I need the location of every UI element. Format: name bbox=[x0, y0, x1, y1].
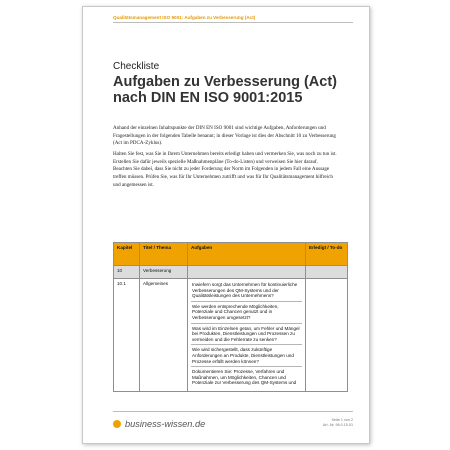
task-item: Was wird im Einzelnen getan, um Fehler und Mängel bei Produkten, Dienstleistungen und Prozessen zu vermeiden und die Fehlerrate zu senken? bbox=[191, 325, 302, 346]
section-row bbox=[114, 266, 348, 279]
footer-divider bbox=[113, 411, 353, 412]
table-header-row bbox=[114, 243, 348, 266]
section-titel: Verbesserung bbox=[140, 266, 188, 279]
row-aufgaben bbox=[188, 279, 306, 392]
section-erledigt bbox=[306, 266, 348, 279]
row-kapitel: 10.1 bbox=[114, 279, 140, 392]
brand-name: business-wissen.de bbox=[125, 419, 206, 429]
header-aufgaben: Aufgaben bbox=[188, 243, 306, 266]
logo-dot-icon bbox=[113, 420, 121, 428]
table-row bbox=[114, 279, 348, 392]
task-item: Wie wird sichergestellt, dass zukünftige Anforderungen an Produkte, Dienstleistungen und Prozesse erfüllt werden können? bbox=[191, 346, 302, 367]
row-erledigt[interactable] bbox=[306, 279, 348, 392]
brand-logo bbox=[113, 419, 205, 429]
intro-text bbox=[113, 125, 337, 193]
footer-meta bbox=[323, 418, 353, 428]
task-item: Inwiefern sorgt das Unternehmen für kontinuierliche Verbesserungen des QM-Systems und der Qualitätsleistungen des Unternehmens? bbox=[191, 281, 302, 302]
article-number: Art.-Nr. 96.0.15.51 bbox=[322, 423, 353, 427]
header-erledigt: Erledigt / To-do bbox=[306, 243, 348, 266]
document-title bbox=[113, 74, 353, 106]
document-page bbox=[82, 6, 370, 444]
section-aufgaben bbox=[188, 266, 306, 279]
title-line-1: Aufgaben zu Verbesserung (Act) bbox=[113, 74, 337, 90]
running-header: Qualitätsmanagement ISO 9001: Aufgaben zu Verbesserung (Act) bbox=[113, 15, 353, 23]
title-line-2: nach DIN EN ISO 9001:2015 bbox=[113, 90, 303, 106]
task-item: Dokumentieren Sie: Prozesse, Verfahren und Maßnahmen, um Möglichkeiten, Chancen und Potenziale zur Verbesserung des QM-Systems und bbox=[192, 369, 297, 386]
page-number: Seite 1 von 2 bbox=[331, 418, 353, 422]
task-item: Wie werden entsprechende Möglichkeiten, Potenziale und Chancen genutzt und in Verbesserungen umgesetzt? bbox=[191, 303, 302, 324]
task-table bbox=[113, 242, 348, 392]
intro-paragraph-2: Halten Sie fest, was Sie in Ihrem Unternehmen bereits erledigt haben und vermerken Sie, was noch zu tun ist. Erstellen Sie dafür jeweils spezielle Maßnahmenpläne (To-do-Listen) und verweisen Sie hier darauf. Beachten Sie dabei, dass Sie nicht zu jeder Forderung der Norm im Folgenden in jedem Fall eine Aussage treffen müssen. Prüfen Sie, was für Ihr Unternehmen zutrifft und was für Ihr Qualitätsmanagement hilfreich und angemessen ist. bbox=[113, 151, 337, 188]
header-titel: Titel / Thema bbox=[140, 243, 188, 266]
row-titel: Allgemeines bbox=[140, 279, 188, 392]
intro-paragraph-1: Anhand der einzelnen Inhaltspunkte der DIN EN ISO 9001 sind wichtige Aufgaben, Anforderungen und Fragestellungen in der folgenden Tabelle benannt; in dieser Vorlage ist dies der Abschnitt 10 zu Verbesserung (Act im PDCA-Zyklus). bbox=[113, 125, 336, 147]
header-kapitel: Kapitel bbox=[114, 243, 140, 266]
document-type-label: Checkliste bbox=[113, 61, 160, 72]
section-kapitel: 10 bbox=[114, 266, 140, 279]
